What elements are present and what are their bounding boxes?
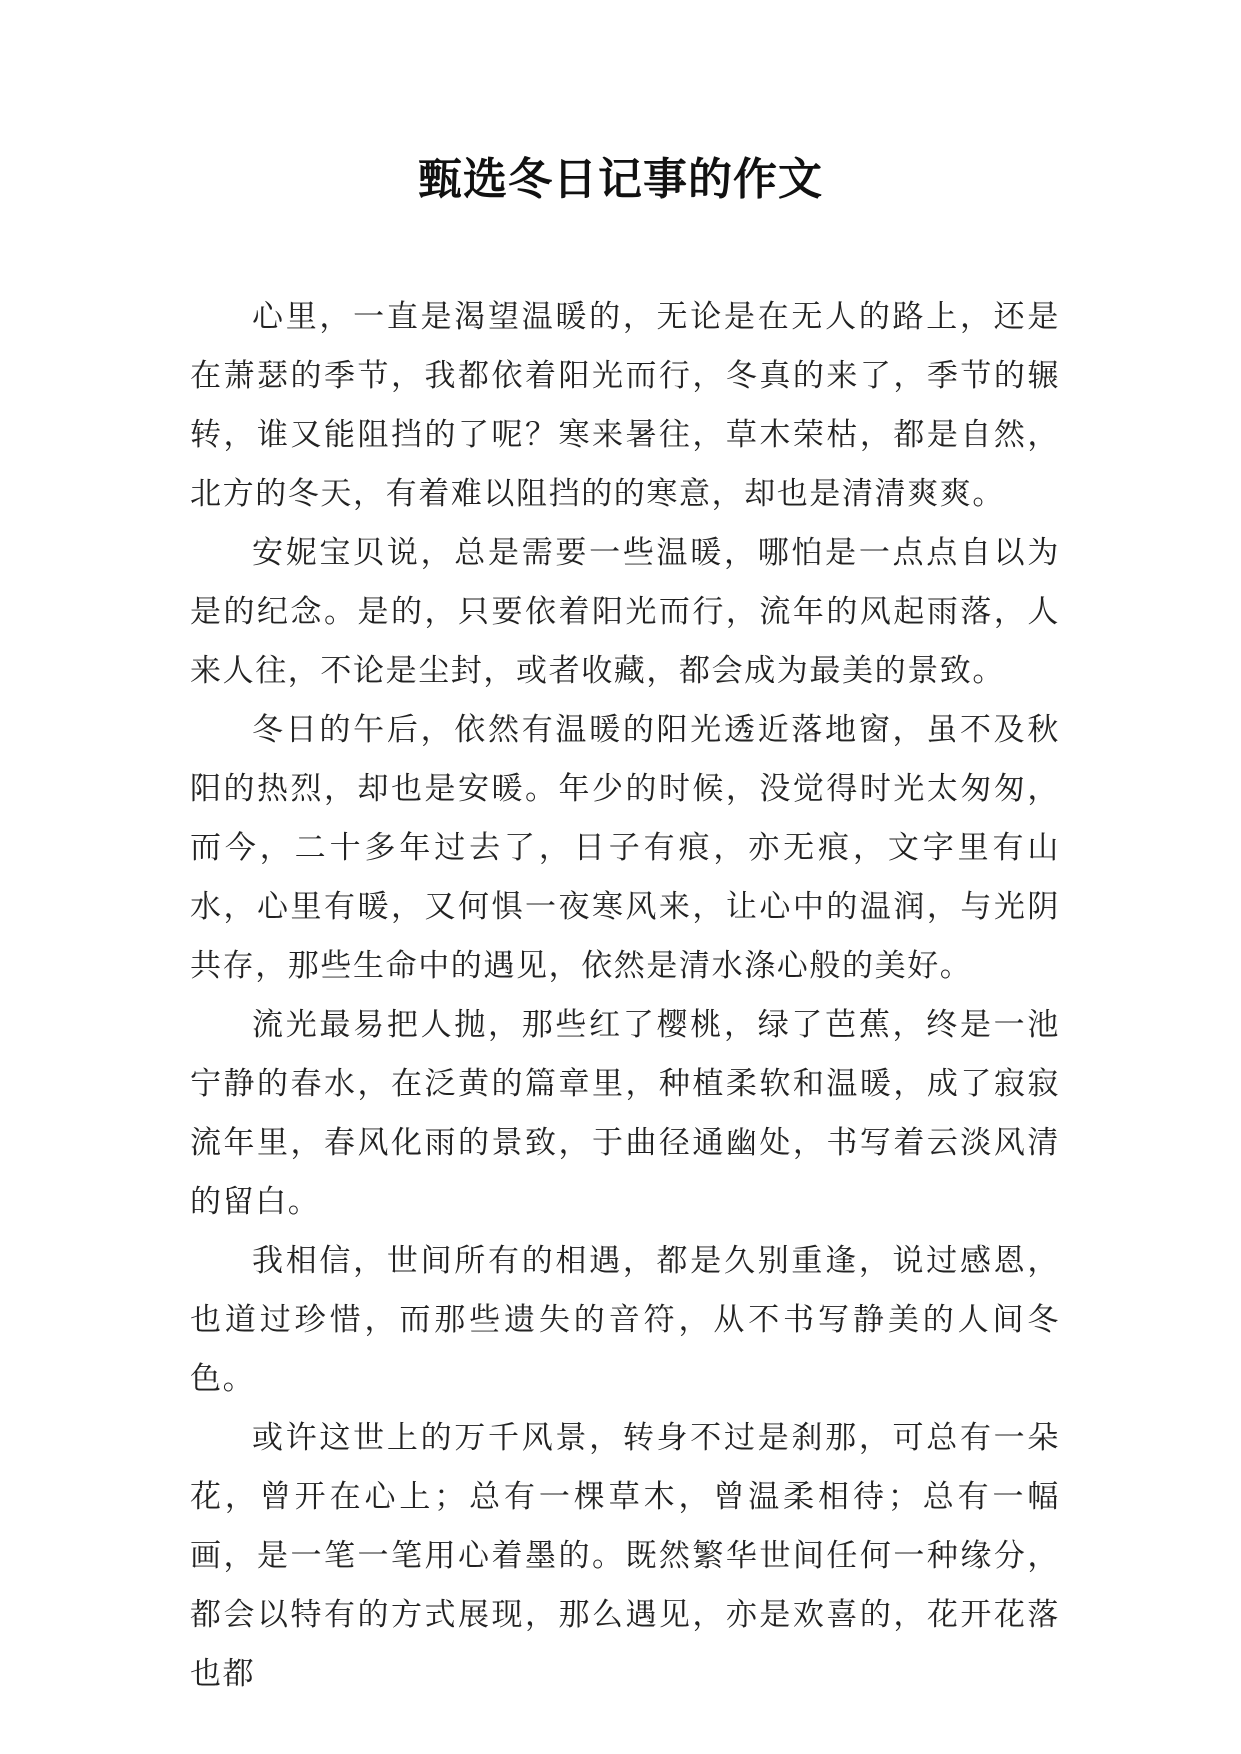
document-body <box>190 288 1060 1704</box>
paragraph-3: 冬日的午后，依然有温暖的阳光透近落地窗，虽不及秋阳的热烈，却也是安暖。年少的时候，没觉得时光太匆匆，而今，二十多年过去了，日子有痕，亦无痕，文字里有山水，心里有暖，又何惧一夜寒风来，让心中的温润，与光阴共存，那些生命中的遇见，依然是清水涤心般的美好。 <box>190 712 1060 984</box>
paragraph-2: 安妮宝贝说，总是需要一些温暖，哪怕是一点点自以为是的纪念。是的，只要依着阳光而行，流年的风起雨落，人来人往，不论是尘封，或者收藏，都会成为最美的景致。 <box>190 535 1060 689</box>
paragraph-4: 流光最易把人抛，那些红了樱桃，绿了芭蕉，终是一池宁静的春水，在泛黄的篇章里，种植柔软和温暖，成了寂寂流年里，春风化雨的景致，于曲径通幽处，书写着云淡风清的留白。 <box>190 1007 1060 1220</box>
paragraph-1: 心里，一直是渴望温暖的，无论是在无人的路上，还是在萧瑟的季节，我都依着阳光而行，冬真的来了，季节的辗转，谁又能阻挡的了呢？寒来暑往，草木荣枯，都是自然，北方的冬天，有着难以阻挡的的寒意，却也是清清爽爽。 <box>190 299 1060 512</box>
paragraph-5: 我相信，世间所有的相遇，都是久别重逢，说过感恩，也道过珍惜，而那些遗失的音符，从不书写静美的人间冬色。 <box>190 1243 1060 1397</box>
document-title: 甄选冬日记事的作文 <box>418 154 823 205</box>
paragraph-6: 或许这世上的万千风景，转身不过是刹那，可总有一朵花，曾开在心上；总有一棵草木，曾温柔相待；总有一幅画，是一笔一笔用心着墨的。既然繁华世间任何一种缘分，都会以特有的方式展现，那么遇见，亦是欢喜的，花开花落也都 <box>190 1420 1060 1692</box>
